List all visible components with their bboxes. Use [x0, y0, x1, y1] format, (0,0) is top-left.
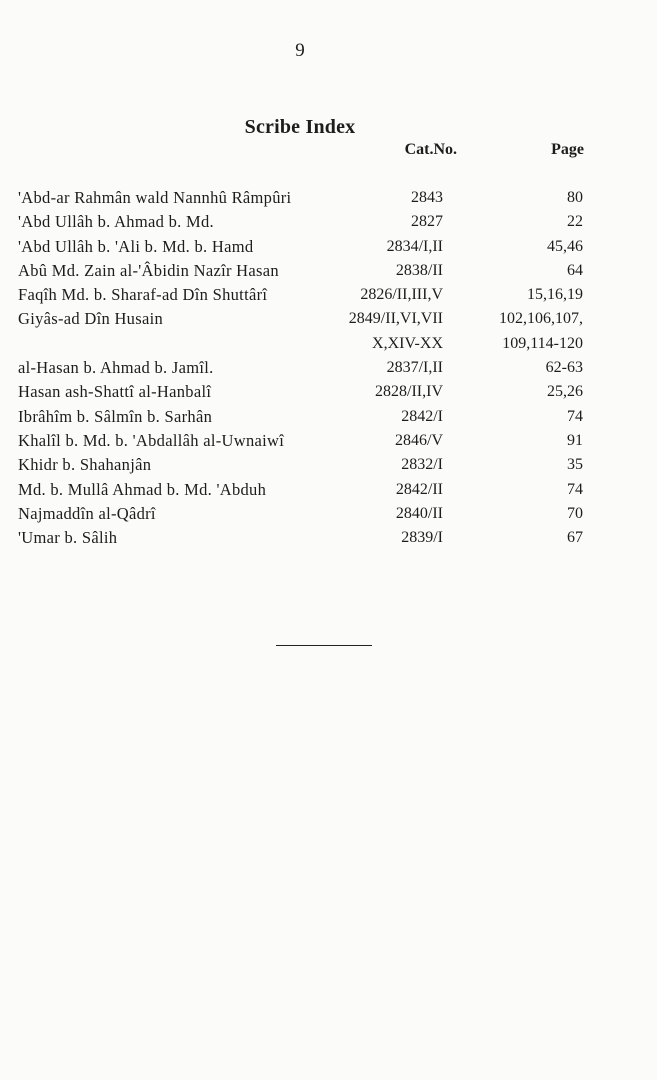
table-row	[0, 307, 657, 331]
catalogue-number: 2827	[411, 213, 443, 231]
catalogue-number: 2838/II	[395, 261, 443, 279]
page-reference: 74	[567, 407, 583, 425]
catalogue-number: 2840/II	[395, 504, 443, 522]
page-reference: 45,46	[547, 237, 583, 255]
column-header-page: Page	[551, 141, 584, 158]
catalogue-number: 2828/II,IV	[375, 383, 443, 401]
page-reference: 70	[567, 504, 583, 522]
catalogue-number: 2837/I,II	[386, 359, 443, 377]
scribe-name: al-Hasan b. Ahmad b. Jamîl.	[18, 358, 214, 378]
catalogue-number: 2842/I	[401, 407, 443, 425]
catalogue-number: X,XIV-XX	[372, 334, 443, 352]
page-reference: 91	[567, 431, 583, 449]
catalogue-number: 2826/II,III,V	[360, 286, 443, 304]
table-row	[0, 283, 657, 307]
scribe-name: Abû Md. Zain al-'Âbidin Nazîr Hasan	[18, 260, 279, 280]
page-reference: 102,106,107,	[499, 310, 583, 328]
scribe-name: Hasan ash-Shattî al-Hanbalî	[18, 382, 212, 402]
table-row	[0, 429, 657, 453]
table-row	[0, 186, 657, 210]
table-row	[0, 259, 657, 283]
page-reference: 62-63	[545, 359, 583, 377]
catalogue-number: 2834/I,II	[386, 237, 443, 255]
table-row	[0, 478, 657, 502]
scribe-name: 'Umar b. Sâlih	[18, 528, 118, 548]
table-row	[0, 380, 657, 404]
catalogue-number: 2846/V	[395, 431, 443, 449]
page-reference: 35	[567, 456, 583, 474]
page-reference: 22	[567, 213, 583, 231]
scribe-name: Giyâs-ad Dîn Husain	[18, 309, 164, 329]
table-row	[0, 356, 657, 380]
scribe-name: Ibrâhîm b. Sâlmîn b. Sarhân	[18, 406, 213, 426]
page-reference: 15,16,19	[527, 286, 583, 304]
table-row	[0, 405, 657, 429]
page-reference: 64	[567, 261, 583, 279]
catalogue-number: 2849/II,VI,VII	[348, 310, 443, 328]
page-reference: 74	[567, 480, 583, 498]
scribe-name: 'Abd Ullâh b. Ahmad b. Md.	[18, 212, 214, 232]
page-reference: 67	[567, 529, 583, 547]
scribe-name: Khalîl b. Md. b. 'Abdallâh al-Uwnaiwî	[18, 430, 285, 450]
scribe-name: Faqîh Md. b. Sharaf-ad Dîn Shuttârî	[18, 285, 268, 305]
scribe-name: 'Abd Ullâh b. 'Ali b. Md. b. Hamd	[18, 236, 254, 256]
catalogue-number: 2832/I	[401, 456, 443, 474]
page-reference: 109,114-120	[502, 334, 583, 352]
catalogue-number: 2842/II	[395, 480, 443, 498]
closing-rule	[276, 645, 372, 646]
scribe-name: Najmaddîn al-Qâdrî	[18, 503, 156, 523]
table-row	[0, 332, 657, 356]
catalogue-number: 2843	[411, 189, 443, 206]
table-row	[0, 453, 657, 477]
index-table	[0, 186, 657, 550]
scribe-name: 'Abd-ar Rahmân wald Nannhû Râmpûri	[18, 188, 292, 207]
page-reference: 80	[567, 189, 583, 206]
column-header-catno: Cat.No.	[404, 141, 457, 158]
page-reference: 25,26	[547, 383, 583, 401]
catalogue-number: 2839/I	[401, 529, 443, 547]
scribe-name: Khidr b. Shahanjân	[18, 455, 152, 475]
page-title: Scribe Index	[244, 116, 356, 138]
table-row	[0, 526, 657, 550]
table-row	[0, 210, 657, 234]
table-row	[0, 502, 657, 526]
page-number: 9	[295, 40, 305, 61]
scribe-name: Md. b. Mullâ Ahmad b. Md. 'Abduh	[18, 479, 267, 499]
table-row	[0, 235, 657, 259]
